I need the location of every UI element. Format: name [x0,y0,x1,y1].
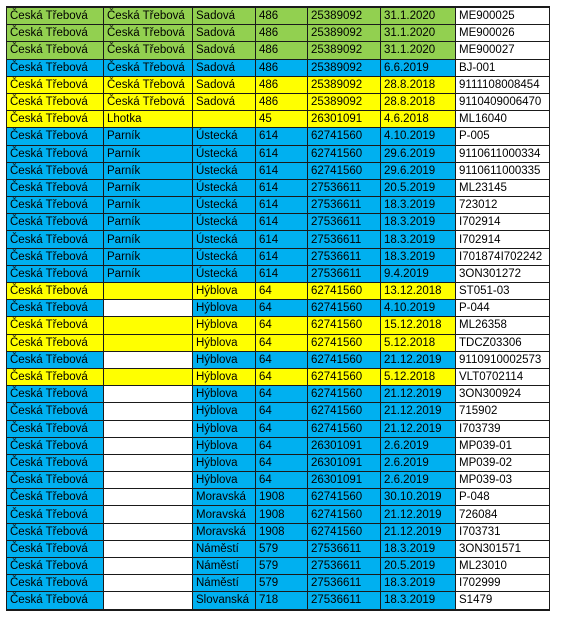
city-cell[interactable]: Česká Třebová [7,7,104,25]
table-row [7,145,550,162]
table-row [7,300,550,317]
date-cell[interactable]: 28.8.2018 [381,76,456,93]
company-id-cell[interactable]: 62741560 [308,506,381,523]
street-cell[interactable]: Ústecká [193,145,256,162]
code-cell[interactable]: ML16040 [456,111,550,128]
district-cell[interactable]: Parník [104,214,193,231]
street-cell[interactable]: Hýblova [193,403,256,420]
district-cell[interactable]: Česká Třebová [104,25,193,42]
table-row [7,179,550,196]
house-number-cell[interactable]: 614 [256,214,308,231]
code-cell[interactable]: P-048 [456,489,550,506]
table-row [7,437,550,454]
company-id-cell[interactable]: 62741560 [308,300,381,317]
city-cell[interactable]: Česká Třebová [7,231,104,248]
street-cell[interactable]: Hýblova [193,437,256,454]
date-cell[interactable]: 18.3.2019 [381,575,456,592]
city-cell[interactable]: Česká Třebová [7,93,104,110]
city-cell[interactable]: Česká Třebová [7,403,104,420]
district-cell[interactable]: Parník [104,162,193,179]
date-cell[interactable]: 9.4.2019 [381,265,456,282]
house-number-cell[interactable]: 64 [256,351,308,368]
district-cell[interactable] [104,300,193,317]
street-cell[interactable]: Hýblova [193,454,256,471]
table-row [7,540,550,557]
table-row [7,93,550,110]
code-cell[interactable]: 715902 [456,403,550,420]
district-cell[interactable]: Parník [104,179,193,196]
company-id-cell[interactable]: 62741560 [308,420,381,437]
table-row [7,334,550,351]
house-number-cell[interactable]: 64 [256,368,308,385]
table-row [7,283,550,300]
city-cell[interactable]: Česká Třebová [7,454,104,471]
code-cell[interactable]: I703731 [456,523,550,540]
city-cell[interactable]: Česká Třebová [7,283,104,300]
date-cell[interactable]: 4.10.2019 [381,300,456,317]
house-number-cell[interactable]: 614 [256,128,308,145]
house-number-cell[interactable]: 579 [256,575,308,592]
house-number-cell[interactable]: 486 [256,25,308,42]
code-cell[interactable]: ME900025 [456,7,550,25]
house-number-cell[interactable]: 64 [256,454,308,471]
street-cell[interactable]: Hýblova [193,472,256,489]
table-row [7,403,550,420]
table-row [7,506,550,523]
city-cell[interactable]: Česká Třebová [7,265,104,282]
table-row [7,351,550,368]
code-cell[interactable]: I701874I702242 [456,248,550,265]
city-cell[interactable]: Česká Třebová [7,472,104,489]
house-number-cell[interactable]: 64 [256,403,308,420]
district-cell[interactable] [104,592,193,610]
street-cell[interactable]: Sadová [193,59,256,76]
house-number-cell[interactable]: 486 [256,76,308,93]
city-cell[interactable]: Česká Třebová [7,59,104,76]
company-id-cell[interactable]: 62741560 [308,523,381,540]
street-cell[interactable]: Ústecká [193,197,256,214]
date-cell[interactable]: 18.3.2019 [381,248,456,265]
company-id-cell[interactable]: 25389092 [308,7,381,25]
code-cell[interactable]: 9110409006470 [456,93,550,110]
table-row [7,558,550,575]
district-cell[interactable] [104,540,193,557]
code-cell[interactable]: ME900027 [456,42,550,59]
code-cell[interactable]: 3ON301272 [456,265,550,282]
street-cell[interactable]: Sadová [193,93,256,110]
street-cell[interactable]: Ústecká [193,248,256,265]
table-row [7,523,550,540]
house-number-cell[interactable]: 614 [256,231,308,248]
city-cell[interactable]: Česká Třebová [7,386,104,403]
date-cell[interactable]: 29.6.2019 [381,162,456,179]
code-cell[interactable]: I702914 [456,214,550,231]
code-cell[interactable]: ML26358 [456,317,550,334]
company-id-cell[interactable]: 62741560 [308,351,381,368]
city-cell[interactable]: Česká Třebová [7,317,104,334]
code-cell[interactable]: VLT0702114 [456,368,550,385]
table-body [7,7,550,610]
street-cell[interactable]: Slovanská [193,592,256,610]
company-id-cell[interactable]: 27536611 [308,197,381,214]
company-id-cell[interactable]: 25389092 [308,42,381,59]
house-number-cell[interactable]: 1908 [256,489,308,506]
date-cell[interactable]: 28.8.2018 [381,93,456,110]
street-cell[interactable]: Moravská [193,523,256,540]
district-cell[interactable]: Česká Třebová [104,7,193,25]
city-cell[interactable]: Česká Třebová [7,489,104,506]
street-cell[interactable]: Hýblova [193,334,256,351]
house-number-cell[interactable]: 614 [256,179,308,196]
district-cell[interactable] [104,575,193,592]
house-number-cell[interactable]: 614 [256,145,308,162]
date-cell[interactable]: 15.12.2018 [381,317,456,334]
street-cell[interactable]: Ústecká [193,265,256,282]
code-cell[interactable]: ST051-03 [456,283,550,300]
district-cell[interactable]: Lhotka [104,111,193,128]
company-id-cell[interactable]: 62741560 [308,145,381,162]
company-id-cell[interactable]: 62741560 [308,283,381,300]
code-cell[interactable]: ML23145 [456,179,550,196]
district-cell[interactable] [104,472,193,489]
city-cell[interactable]: Česká Třebová [7,145,104,162]
company-id-cell[interactable]: 27536611 [308,265,381,282]
city-cell[interactable]: Česká Třebová [7,420,104,437]
date-cell[interactable]: 18.3.2019 [381,197,456,214]
city-cell[interactable]: Česká Třebová [7,162,104,179]
table-row [7,472,550,489]
district-cell[interactable] [104,283,193,300]
table-row [7,265,550,282]
company-id-cell[interactable]: 27536611 [308,558,381,575]
company-id-cell[interactable]: 27536611 [308,214,381,231]
house-number-cell[interactable]: 614 [256,265,308,282]
date-cell[interactable]: 18.3.2019 [381,540,456,557]
date-cell[interactable]: 21.12.2019 [381,386,456,403]
company-id-cell[interactable]: 62741560 [308,162,381,179]
district-cell[interactable] [104,351,193,368]
house-number-cell[interactable]: 486 [256,59,308,76]
code-cell[interactable]: 3ON301571 [456,540,550,557]
table-row [7,317,550,334]
code-cell[interactable]: MP039-01 [456,437,550,454]
company-id-cell[interactable]: 27536611 [308,540,381,557]
date-cell[interactable]: 31.1.2020 [381,42,456,59]
district-cell[interactable] [104,437,193,454]
company-id-cell[interactable]: 62741560 [308,403,381,420]
city-cell[interactable]: Česká Třebová [7,558,104,575]
house-number-cell[interactable]: 64 [256,334,308,351]
city-cell[interactable]: Česká Třebová [7,111,104,128]
district-cell[interactable] [104,489,193,506]
city-cell[interactable]: Česká Třebová [7,437,104,454]
code-cell[interactable]: P-044 [456,300,550,317]
district-cell[interactable] [104,454,193,471]
spreadsheet [6,6,550,611]
company-id-cell[interactable]: 25389092 [308,25,381,42]
date-cell[interactable]: 29.6.2019 [381,145,456,162]
company-id-cell[interactable]: 25389092 [308,76,381,93]
house-number-cell[interactable]: 64 [256,472,308,489]
table-row [7,214,550,231]
code-cell[interactable]: BJ-001 [456,59,550,76]
street-cell[interactable]: Ústecká [193,162,256,179]
date-cell[interactable]: 2.6.2019 [381,437,456,454]
street-cell[interactable]: Hýblova [193,351,256,368]
district-cell[interactable] [104,420,193,437]
street-cell[interactable]: Moravská [193,506,256,523]
date-cell[interactable]: 21.12.2019 [381,523,456,540]
district-cell[interactable] [104,403,193,420]
street-cell[interactable]: Sadová [193,25,256,42]
city-cell[interactable]: Česká Třebová [7,25,104,42]
street-cell[interactable]: Hýblova [193,283,256,300]
district-cell[interactable] [104,368,193,385]
street-cell[interactable]: Ústecká [193,128,256,145]
date-cell[interactable]: 13.12.2018 [381,283,456,300]
code-cell[interactable]: TDCZ03306 [456,334,550,351]
district-cell[interactable]: Česká Třebová [104,93,193,110]
street-cell[interactable]: Sadová [193,76,256,93]
city-cell[interactable]: Česká Třebová [7,300,104,317]
district-cell[interactable]: Parník [104,197,193,214]
date-cell[interactable]: 20.5.2019 [381,558,456,575]
table-row [7,231,550,248]
company-id-cell[interactable]: 27536611 [308,231,381,248]
street-cell[interactable]: Náměstí [193,540,256,557]
date-cell[interactable]: 18.3.2019 [381,214,456,231]
date-cell[interactable]: 30.10.2019 [381,489,456,506]
house-number-cell[interactable]: 45 [256,111,308,128]
house-number-cell[interactable]: 579 [256,540,308,557]
code-cell[interactable]: I703739 [456,420,550,437]
house-number-cell[interactable]: 1908 [256,523,308,540]
district-cell[interactable]: Parník [104,145,193,162]
code-cell[interactable]: 9110611000335 [456,162,550,179]
city-cell[interactable]: Česká Třebová [7,42,104,59]
house-number-cell[interactable]: 1908 [256,506,308,523]
district-cell[interactable]: Parník [104,265,193,282]
date-cell[interactable]: 21.12.2019 [381,351,456,368]
date-cell[interactable]: 6.6.2019 [381,59,456,76]
table-row [7,197,550,214]
district-cell[interactable]: Česká Třebová [104,76,193,93]
date-cell[interactable]: 18.3.2019 [381,231,456,248]
code-cell[interactable]: ML23010 [456,558,550,575]
code-cell[interactable]: 3ON300924 [456,386,550,403]
table-row [7,420,550,437]
street-cell[interactable]: Moravská [193,489,256,506]
district-cell[interactable] [104,317,193,334]
house-number-cell[interactable]: 64 [256,317,308,334]
district-cell[interactable]: Parník [104,248,193,265]
house-number-cell[interactable]: 579 [256,558,308,575]
street-cell[interactable]: Hýblova [193,300,256,317]
company-id-cell[interactable]: 26301091 [308,454,381,471]
table-row [7,7,550,25]
street-cell[interactable]: Ústecká [193,231,256,248]
street-cell[interactable]: Ústecká [193,179,256,196]
code-cell[interactable]: S1479 [456,592,550,610]
city-cell[interactable]: Česká Třebová [7,506,104,523]
table-row [7,76,550,93]
city-cell[interactable]: Česká Třebová [7,214,104,231]
district-cell[interactable]: Česká Třebová [104,59,193,76]
table-row [7,162,550,179]
company-id-cell[interactable]: 27536611 [308,248,381,265]
date-cell[interactable]: 21.12.2019 [381,420,456,437]
city-cell[interactable]: Česká Třebová [7,248,104,265]
city-cell[interactable]: Česká Třebová [7,575,104,592]
house-number-cell[interactable]: 64 [256,300,308,317]
date-cell[interactable]: 4.6.2018 [381,111,456,128]
house-number-cell[interactable]: 486 [256,93,308,110]
district-cell[interactable] [104,558,193,575]
street-cell[interactable]: Sadová [193,42,256,59]
company-id-cell[interactable]: 25389092 [308,59,381,76]
date-cell[interactable]: 31.1.2020 [381,25,456,42]
street-cell[interactable]: Náměstí [193,575,256,592]
date-cell[interactable]: 18.3.2019 [381,592,456,610]
district-cell[interactable]: Parník [104,128,193,145]
district-cell[interactable] [104,523,193,540]
district-cell[interactable]: Parník [104,231,193,248]
code-cell[interactable]: MP039-02 [456,454,550,471]
street-cell[interactable] [193,111,256,128]
company-id-cell[interactable]: 25389092 [308,93,381,110]
code-cell[interactable]: 9110910002573 [456,351,550,368]
district-cell[interactable] [104,334,193,351]
date-cell[interactable]: 31.1.2020 [381,7,456,25]
street-cell[interactable]: Náměstí [193,558,256,575]
company-id-cell[interactable]: 62741560 [308,334,381,351]
street-cell[interactable]: Hýblova [193,368,256,385]
company-id-cell[interactable]: 62741560 [308,386,381,403]
data-table [6,6,550,611]
code-cell[interactable]: ME900026 [456,25,550,42]
code-cell[interactable]: I702999 [456,575,550,592]
table-row [7,128,550,145]
company-id-cell[interactable]: 26301091 [308,437,381,454]
table-row [7,248,550,265]
street-cell[interactable]: Hýblova [193,317,256,334]
city-cell[interactable]: Česká Třebová [7,351,104,368]
code-cell[interactable]: 9110611000334 [456,145,550,162]
city-cell[interactable]: Česká Třebová [7,523,104,540]
district-cell[interactable] [104,386,193,403]
house-number-cell[interactable]: 64 [256,420,308,437]
city-cell[interactable]: Česká Třebová [7,592,104,610]
company-id-cell[interactable]: 27536611 [308,179,381,196]
date-cell[interactable]: 2.6.2019 [381,472,456,489]
table-row [7,111,550,128]
city-cell[interactable]: Česká Třebová [7,197,104,214]
house-number-cell[interactable]: 486 [256,7,308,25]
code-cell[interactable]: MP039-03 [456,472,550,489]
house-number-cell[interactable]: 718 [256,592,308,610]
company-id-cell[interactable]: 62741560 [308,368,381,385]
company-id-cell[interactable]: 26301091 [308,111,381,128]
street-cell[interactable]: Ústecká [193,214,256,231]
district-cell[interactable]: Česká Třebová [104,42,193,59]
street-cell[interactable]: Sadová [193,7,256,25]
table-row [7,368,550,385]
street-cell[interactable]: Hýblova [193,420,256,437]
date-cell[interactable]: 5.12.2018 [381,368,456,385]
company-id-cell[interactable]: 27536611 [308,592,381,610]
table-row [7,575,550,592]
house-number-cell[interactable]: 486 [256,42,308,59]
date-cell[interactable]: 2.6.2019 [381,454,456,471]
district-cell[interactable] [104,506,193,523]
code-cell[interactable]: 723012 [456,197,550,214]
company-id-cell[interactable]: 62741560 [308,489,381,506]
company-id-cell[interactable]: 26301091 [308,472,381,489]
table-row [7,386,550,403]
city-cell[interactable]: Česká Třebová [7,334,104,351]
code-cell[interactable]: 9111108008454 [456,76,550,93]
city-cell[interactable]: Česká Třebová [7,128,104,145]
house-number-cell[interactable]: 614 [256,248,308,265]
company-id-cell[interactable]: 27536611 [308,575,381,592]
house-number-cell[interactable]: 64 [256,437,308,454]
table-row [7,25,550,42]
code-cell[interactable]: P-005 [456,128,550,145]
table-row [7,592,550,610]
date-cell[interactable]: 4.10.2019 [381,128,456,145]
house-number-cell[interactable]: 614 [256,197,308,214]
code-cell[interactable]: 726084 [456,506,550,523]
house-number-cell[interactable]: 64 [256,386,308,403]
table-row [7,42,550,59]
code-cell[interactable]: I702914 [456,231,550,248]
table-row [7,489,550,506]
table-row [7,454,550,471]
house-number-cell[interactable]: 614 [256,162,308,179]
house-number-cell[interactable]: 64 [256,283,308,300]
date-cell[interactable]: 5.12.2018 [381,334,456,351]
city-cell[interactable]: Česká Třebová [7,368,104,385]
street-cell[interactable]: Hýblova [193,386,256,403]
city-cell[interactable]: Česká Třebová [7,179,104,196]
city-cell[interactable]: Česká Třebová [7,76,104,93]
date-cell[interactable]: 20.5.2019 [381,179,456,196]
city-cell[interactable]: Česká Třebová [7,540,104,557]
date-cell[interactable]: 21.12.2019 [381,506,456,523]
date-cell[interactable]: 21.12.2019 [381,403,456,420]
table-row [7,59,550,76]
company-id-cell[interactable]: 62741560 [308,128,381,145]
company-id-cell[interactable]: 62741560 [308,317,381,334]
